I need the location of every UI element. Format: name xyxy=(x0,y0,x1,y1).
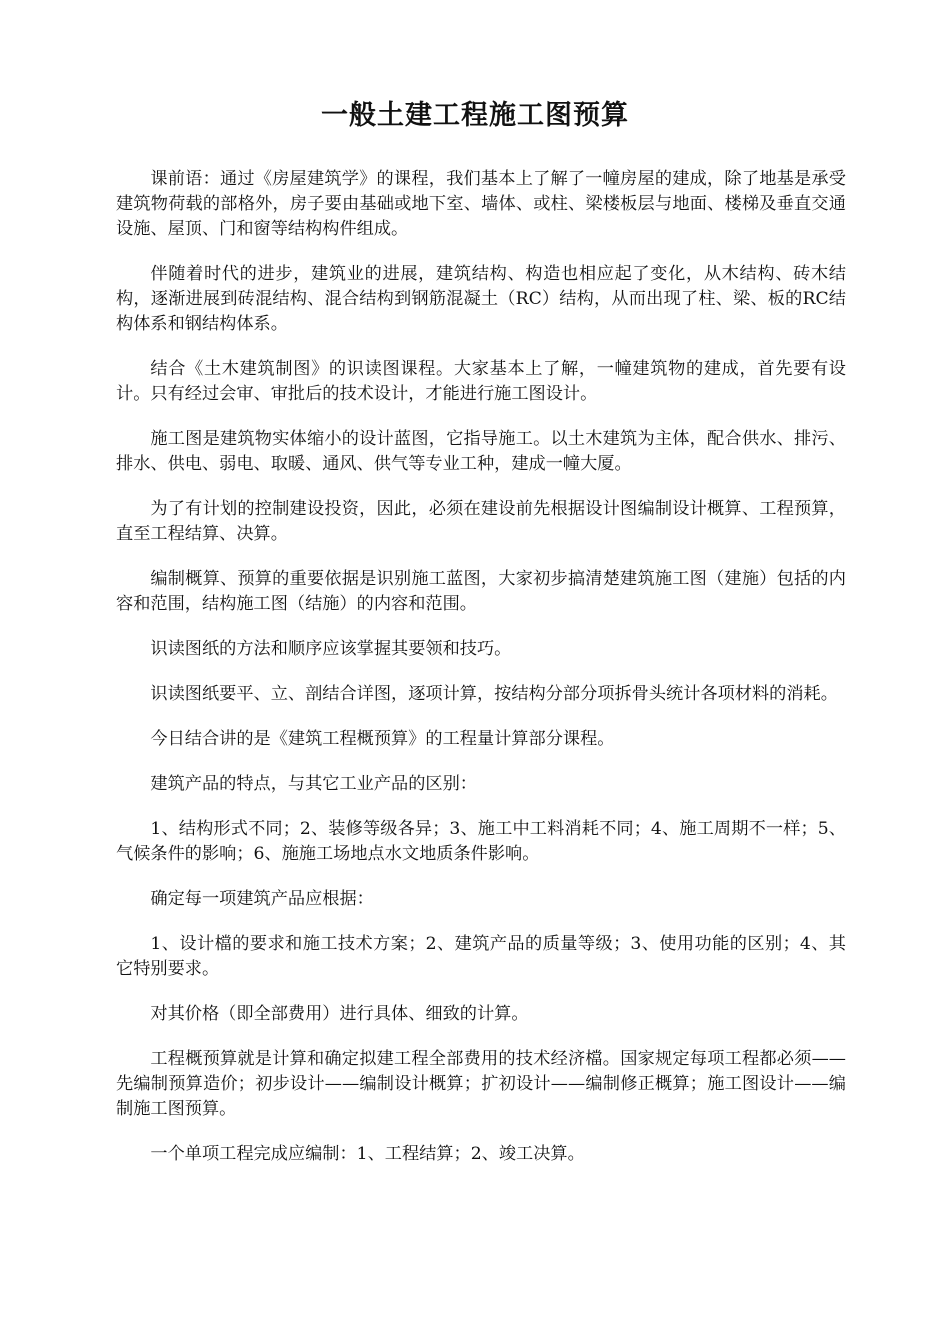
paragraph-today-topic: 今日结合讲的是《建筑工程概预算》的工程量计算部分课程。 xyxy=(150,729,615,749)
paragraph-estimate-definition: 工程概预算就是计算和确定拟建工程全部费用的技术经济檔。国家规定每项工程都必须——先编制预算造价；初步设计——编制设计概算；扩初设计——编制修正概算；施工图设计——编制施工图预算。 xyxy=(116,1049,846,1119)
paragraph-determine-basis: 确定每一项建筑产品应根据： xyxy=(150,889,374,909)
paragraph-basis-list: 1、设计檔的要求和施工技术方案；2、建筑产品的质量等级；3、使用功能的区别；4、其它特别要求。 xyxy=(116,934,846,979)
paragraph-intro: 课前语：通过《房屋建筑学》的课程，我们基本上了解了一幢房屋的建成，除了地基是承受建筑物荷载的部格外，房子要由基础或地下室、墙体、或柱、梁楼板层与地面、楼梯及垂直交通设施、屋顶、门和窗等结构构件组成。 xyxy=(116,169,846,239)
paragraph-reading-method: 识读图纸的方法和顺序应该掌握其要领和技巧。 xyxy=(150,639,512,659)
paragraph-feature-list: 1、结构形式不同；2、装修等级各异；3、施工中工料消耗不同；4、施工周期不一样；5、气候条件的影响；6、施施工场地点水文地质条件影响。 xyxy=(116,819,846,864)
document-title: 一般土建工程施工图预算 xyxy=(321,100,629,131)
paragraph-investment-control: 为了有计划的控制建设投资，因此，必须在建设前先根据设计图编制设计概算、工程预算，直至工程结算、决算。 xyxy=(116,499,846,544)
paragraph-completion: 一个单项工程完成应编制：1、工程结算；2、竣工决算。 xyxy=(150,1144,585,1164)
paragraph-estimate-basis: 编制概算、预算的重要依据是识别施工蓝图，大家初步搞清楚建筑施工图（建施）包括的内容和范围，结构施工图（结施）的内容和范围。 xyxy=(116,569,846,614)
paragraph-design: 结合《土木建筑制图》的识读图课程。大家基本上了解，一幢建筑物的建成，首先要有设计。只有经过会审、审批后的技术设计，才能进行施工图设计。 xyxy=(116,359,846,404)
paragraph-product-features: 建筑产品的特点，与其它工业产品的区别： xyxy=(150,774,477,794)
paragraph-construction-drawings: 施工图是建筑物实体缩小的设计蓝图，它指导施工。以土木建筑为主体，配合供水、排污、排水、供电、弱电、取暖、通风、供气等专业工种，建成一幢大厦。 xyxy=(116,429,846,474)
paragraph-price-calculation: 对其价格（即全部费用）进行具体、细致的计算。 xyxy=(150,1004,529,1024)
document-body xyxy=(116,167,846,1187)
paragraph-structure-evolution: 伴随着时代的进步，建筑业的进展，建筑结构、构造也相应起了变化，从木结构、砖木结构，逐渐进展到砖混结构、混合结构到钢筋混凝土（RC）结构，从而出现了柱、梁、板的RC结构体系和钢结构体系。 xyxy=(116,264,846,334)
paragraph-reading-drawings: 识读图纸要平、立、剖结合详图，逐项计算，按结构分部分项拆骨头统计各项材料的消耗。 xyxy=(150,684,838,704)
